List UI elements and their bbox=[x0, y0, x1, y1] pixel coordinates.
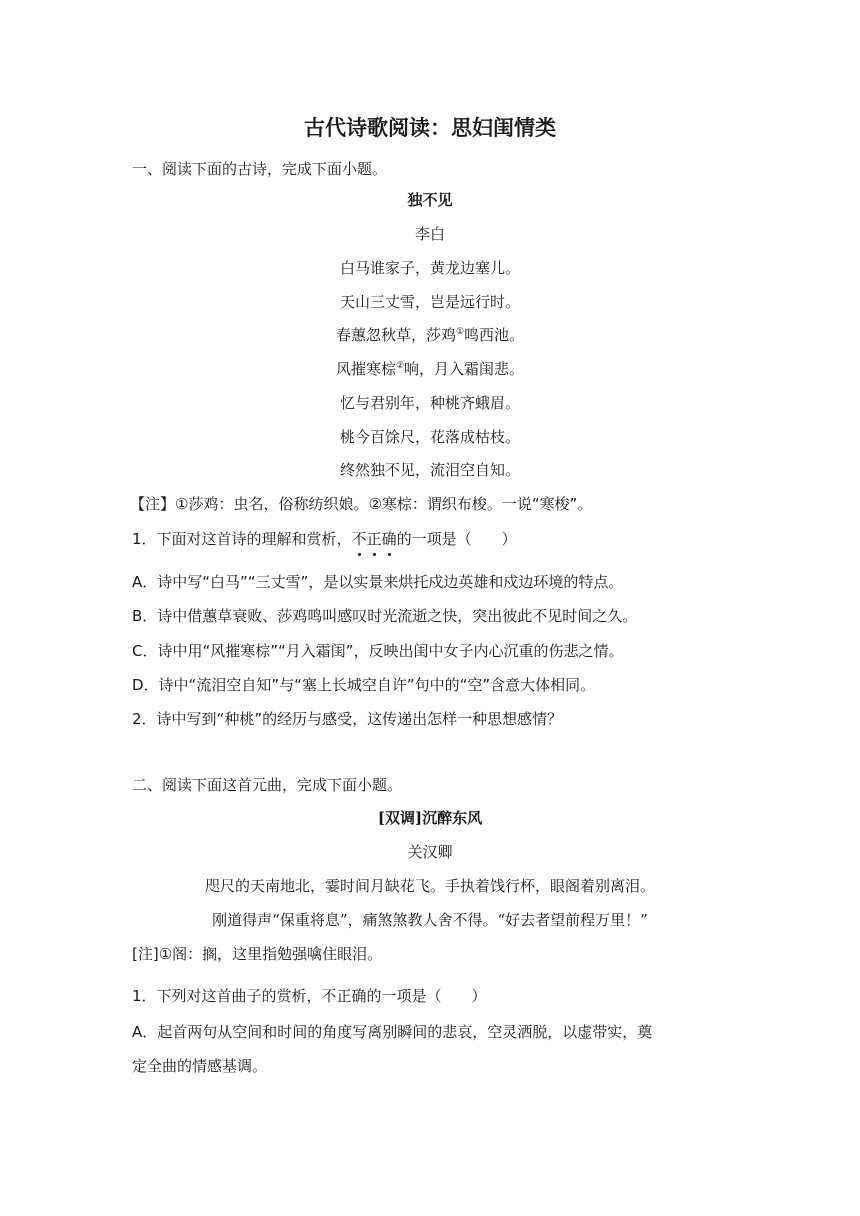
option-c: C．诗中用“风摧寒棕”“月入霜闺”，反映出闺中女子内心沉重的伤悲之情。 bbox=[132, 642, 624, 660]
poem1-note: 【注】①莎鸡：虫名，俗称纺织娘。②寒棕：谓织布梭。一说“寒梭”。 bbox=[130, 495, 593, 513]
section1-question-2: 2．诗中写到“种桃”的经历与感受，这传递出怎样一种思想感情？ bbox=[132, 710, 563, 728]
poem1-line-7: 终然独不见，流泪空自知。 bbox=[339, 461, 520, 479]
poem1-line-3: 春蕙忽秋草，莎鸡①鸣西池。 bbox=[335, 326, 525, 344]
emphasis-char: 不 bbox=[351, 530, 367, 548]
poem2-line-2: 刚道得声“保重将息”，痛煞煞教人舍不得。“好去者望前程万里！” bbox=[212, 911, 648, 929]
section2-option-a-line-2: 定全曲的情感基调。 bbox=[132, 1057, 268, 1075]
poem2-title: [双调]沉醉东风 bbox=[377, 809, 483, 827]
poem2-note: [注]①阁：搁，这里指勉强噙住眼泪。 bbox=[132, 945, 383, 963]
poem1-line-5: 忆与君别年，种桃齐蛾眉。 bbox=[339, 394, 520, 412]
poem1-line-2: 天山三丈雪，岂是远行时。 bbox=[339, 293, 520, 311]
footnote-marker-2: ② bbox=[395, 361, 405, 371]
poem1-title: 独不见 bbox=[407, 191, 453, 209]
poem2-author: 关汉卿 bbox=[407, 843, 453, 861]
footnote-marker-1: ① bbox=[455, 327, 465, 337]
section2-question-1: 1．下列对这首曲子的赏析，不正确的一项是（ ） bbox=[132, 987, 487, 1005]
poem1-line-1: 白马谁家子，黄龙边塞儿。 bbox=[339, 259, 520, 277]
poem1-author: 李白 bbox=[414, 225, 445, 243]
option-b: B．诗中借蕙草衰败、莎鸡鸣叫感叹时光流逝之快，突出彼此不见时间之久。 bbox=[132, 607, 638, 625]
emphasis-char: 正 bbox=[366, 530, 382, 548]
option-d: D．诗中“流泪空自知”与“塞上长城空自许”句中的“空”含意大体相同。 bbox=[132, 676, 596, 694]
section1-heading: 一、阅读下面的古诗，完成下面小题。 bbox=[132, 160, 388, 178]
emphasis-char: 确 bbox=[381, 530, 397, 548]
poem1-line-4: 风摧寒棕②响，月入霜闺悲。 bbox=[335, 360, 525, 378]
poem1-line-6: 桃今百馀尺，花落成枯枝。 bbox=[339, 428, 520, 446]
option-a: A．诗中写“白马”“三丈雪”，是以实景来烘托戍边英雄和戍边环境的特点。 bbox=[132, 573, 624, 591]
section1-question-1: 1．下面对这首诗的理解和赏析，不正确的一项是（ ） bbox=[132, 530, 517, 548]
section2-heading: 二、阅读下面这首元曲，完成下面小题。 bbox=[132, 776, 403, 794]
section2-option-a-line-1: A．起首两句从空间和时间的角度写离别瞬间的悲哀，空灵洒脱，以虚带实，奠 bbox=[132, 1023, 653, 1041]
page-title: 古代诗歌阅读：思妇闺情类 bbox=[304, 116, 556, 140]
poem2-line-1: 咫尺的天南地北，霎时间月缺花飞。手执着饯行杯，眼阁着别离泪。 bbox=[204, 877, 655, 895]
